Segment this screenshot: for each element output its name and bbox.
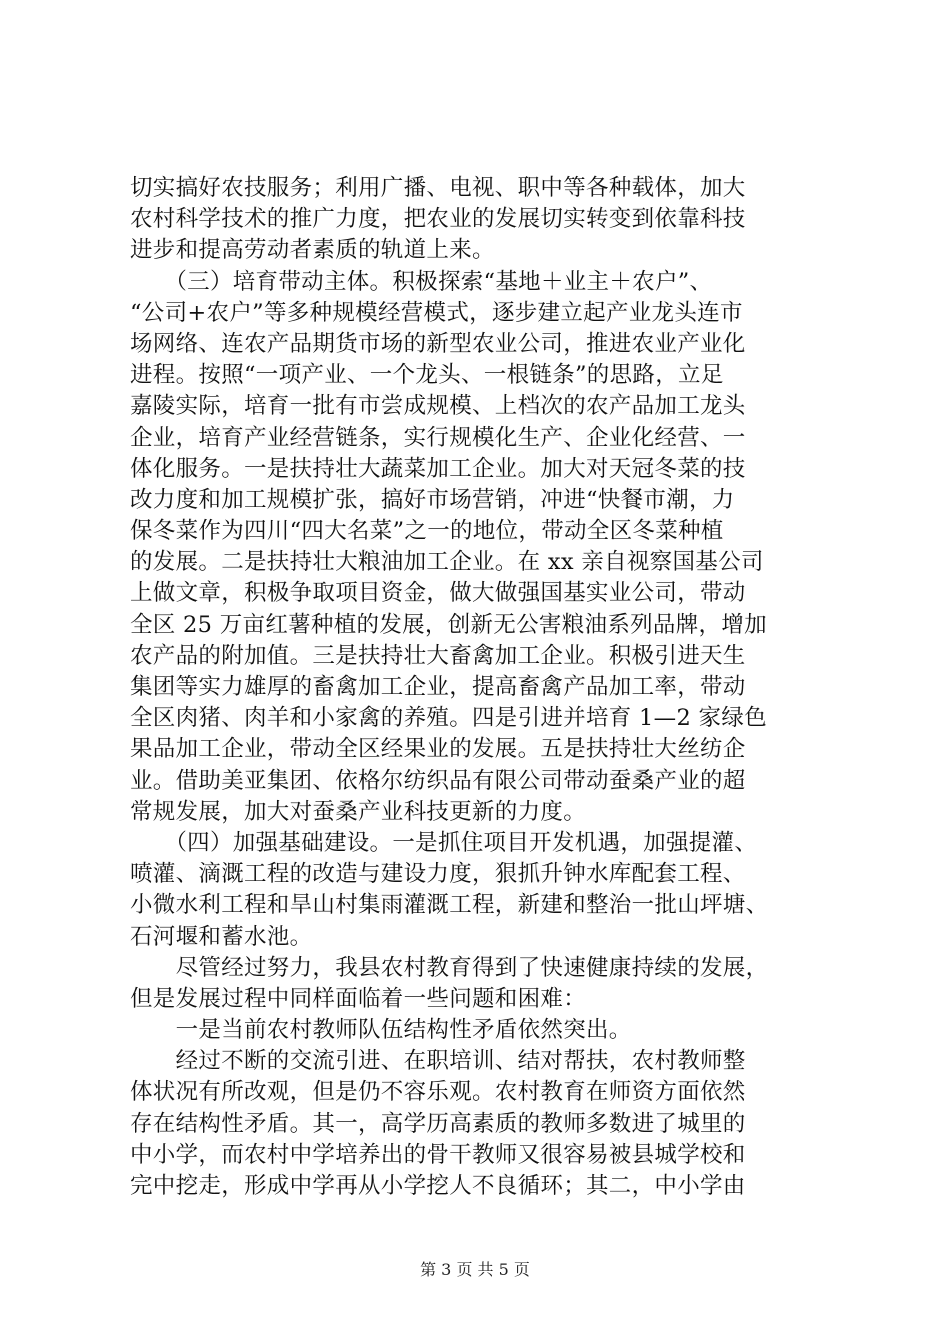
text-line: 全区 25 万亩红薯种植的发展，创新无公害粮油系列品牌，增加	[130, 611, 767, 638]
text-line: 喷灌、滴溉工程的改造与建设力度，狠抓升钟水库配套工程、	[130, 861, 746, 888]
text-line: 体状况有所改观，但是仍不容乐观。农村教育在师资方面依然	[130, 1079, 746, 1106]
text-line: 切实搞好农技服务；利用广播、电视、职中等各种载体，加大	[130, 175, 746, 201]
text-line: 场网络、连农产品期货市场的新型农业公司，推进农业产业化	[130, 330, 746, 357]
text-line: 常规发展，加大对蚕桑产业科技更新的力度。	[130, 798, 587, 825]
page-footer: 第 3 页 共 5 页	[420, 1260, 530, 1279]
text-line: 农产品的附加值。三是扶持壮大畜禽加工企业。积极引进天生	[130, 642, 746, 669]
text-line: 的发展。二是扶持壮大粮油加工企业。在 xx 亲自视察国基公司	[130, 549, 764, 576]
text-line: 一是当前农村教师队伍结构性矛盾依然突出。	[130, 1017, 632, 1044]
text-line: 企业，培育产业经营链条，实行规模化生产、企业化经营、一	[130, 424, 746, 451]
text-line: 完中挖走，形成中学再从小学挖人不良循环；其二，中小学由	[130, 1173, 746, 1199]
text-line: 保冬菜作为四川“四大名菜”之一的地位，带动全区冬菜种植	[130, 518, 724, 545]
text-line: 进步和提高劳动者素质的轨道上来。	[130, 237, 495, 264]
text-line: 全区肉猪、肉羊和小家禽的养殖。四是引进并培育 1—2 家绿色	[130, 705, 767, 732]
text-line: （三）培育带动主体。积极探索“基地＋业主＋农户”、	[130, 268, 713, 295]
text-line: 改力度和加工规模扩张，搞好市场营销，冲进“快餐市潮，力	[130, 486, 735, 513]
text-line: 经过不断的交流引进、在职培训、结对帮扶，农村教师整	[130, 1048, 746, 1075]
text-line: 上做文章，积极争取项目资金，做大做强国基实业公司，带动	[130, 580, 746, 607]
text-line: 中小学，而农村中学培养出的骨干教师又很容易被县城学校和	[130, 1141, 746, 1168]
text-line: 果品加工企业，带动全区经果业的发展。五是扶持壮大丝纺企	[130, 736, 746, 763]
text-line: 进程。按照“一项产业、一个龙头、一根链条”的思路，立足	[130, 362, 724, 389]
text-line: 集团等实力雄厚的畜禽加工企业，提高畜禽产品加工率，带动	[130, 674, 746, 700]
text-line: 体化服务。一是扶持壮大蔬菜加工企业。加大对天冠冬菜的技	[130, 455, 746, 482]
text-line: 存在结构性矛盾。其一，高学历高素质的教师多数进了城里的	[130, 1110, 746, 1137]
text-line: （四）加强基础建设。一是抓住项目开发机遇，加强提灌、	[130, 829, 758, 856]
text-line: 业。借助美亚集团、依格尔纺织品有限公司带动蚕桑产业的超	[130, 767, 746, 794]
text-line: 石河堰和蓄水池。	[130, 923, 313, 950]
text-line: 农村科学技术的推广力度，把农业的发展切实转变到依靠科技	[130, 206, 746, 233]
text-line: 但是发展过程中同样面临着一些问题和困难：	[130, 985, 587, 1012]
text-line: “公司+农户”等多种规模经营模式，逐步建立起产业龙头连市	[130, 299, 743, 326]
text-line: 嘉陵实际，培育一批有市尝成规模、上档次的农产品加工龙头	[130, 393, 746, 420]
text-line: 尽管经过努力，我县农村教育得到了快速健康持续的发展，	[130, 954, 769, 981]
document-body	[130, 173, 830, 1202]
text-line: 小微水利工程和旱山村集雨灌溉工程，新建和整治一批山坪塘、	[130, 892, 769, 919]
